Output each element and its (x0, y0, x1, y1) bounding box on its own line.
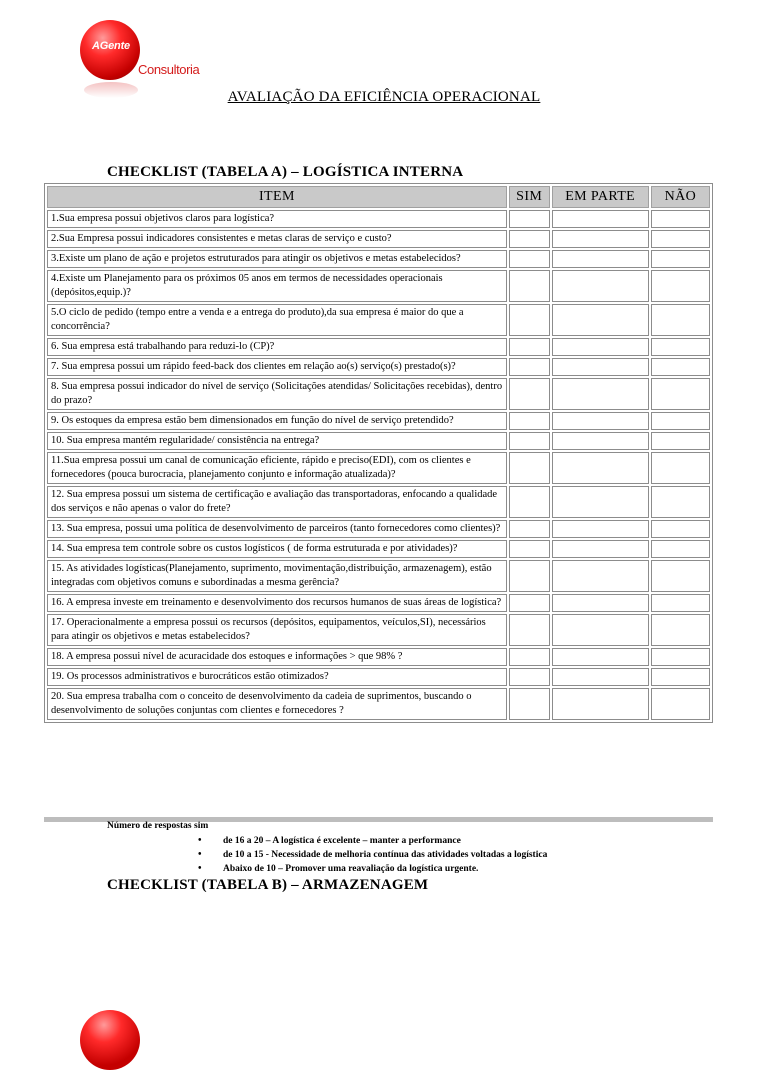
answer-sim-cell[interactable] (509, 540, 550, 558)
answer-nao-cell[interactable] (651, 452, 710, 484)
answer-nao-cell[interactable] (651, 520, 710, 538)
table-row (47, 338, 710, 356)
answer-sim-cell[interactable] (509, 358, 550, 376)
answer-em-parte-cell[interactable] (552, 412, 649, 430)
next-page-logo-sphere (80, 1010, 140, 1070)
question-text: 4.Existe um Planejamento para os próximos 05 anos em termos de necessidades operacionais (depósitos,equip.)? (47, 270, 507, 302)
answer-sim-cell[interactable] (509, 614, 550, 646)
answer-nao-cell[interactable] (651, 668, 710, 686)
question-text: 13. Sua empresa, possui uma política de desenvolvimento de parceiros (tanto fornecedores como clientes)? (47, 520, 507, 538)
table-row (47, 378, 710, 410)
table-row (47, 432, 710, 450)
answer-em-parte-cell[interactable] (552, 338, 649, 356)
answer-em-parte-cell[interactable] (552, 304, 649, 336)
table-row (47, 250, 710, 268)
table-row (47, 668, 710, 686)
answer-nao-cell[interactable] (651, 378, 710, 410)
answer-nao-cell[interactable] (651, 338, 710, 356)
answer-nao-cell[interactable] (651, 358, 710, 376)
list-item (198, 862, 547, 876)
question-text: 11.Sua empresa possui um canal de comunicação eficiente, rápido e preciso(EDI), com os clientes e fornecedores (pouca burocracia, planejamento conjunto e informação atualizada)? (47, 452, 507, 484)
table-row (47, 540, 710, 558)
question-text: 15. As atividades logísticas(Planejamento, suprimento, movimentação,distribuição, armazenagem), estão integradas com objetivos comuns e subordinadas a mesma gerência? (47, 560, 507, 592)
answer-sim-cell[interactable] (509, 412, 550, 430)
answer-em-parte-cell[interactable] (552, 540, 649, 558)
document-title: AVALIAÇÃO DA EFICIÊNCIA OPERACIONAL (227, 89, 541, 105)
question-text: 5.O ciclo de pedido (tempo entre a venda e a entrega do produto),da sua empresa é maior do que a concorrência? (47, 304, 507, 336)
table-row (47, 270, 710, 302)
answer-sim-cell[interactable] (509, 486, 550, 518)
table-row (47, 560, 710, 592)
answer-sim-cell[interactable] (509, 560, 550, 592)
scoring-item-text: Abaixo de 10 – Promover uma reavaliação da logística urgente. (223, 864, 479, 874)
column-header-item: ITEM (47, 186, 507, 208)
answer-em-parte-cell[interactable] (552, 668, 649, 686)
answer-nao-cell[interactable] (651, 614, 710, 646)
answer-em-parte-cell[interactable] (552, 452, 649, 484)
question-text: 8. Sua empresa possui indicador do nível de serviço (Solicitações atendidas/ Solicitações recebidas), dentro do prazo? (47, 378, 507, 410)
answer-sim-cell[interactable] (509, 668, 550, 686)
section-b-heading: CHECKLIST (TABELA B) – ARMAZENAGEM (107, 877, 429, 893)
answer-nao-cell[interactable] (651, 210, 710, 228)
question-text: 2.Sua Empresa possui indicadores consistentes e metas claras de serviço e custo? (47, 230, 507, 248)
answer-nao-cell[interactable] (651, 560, 710, 592)
answer-em-parte-cell[interactable] (552, 270, 649, 302)
answer-sim-cell[interactable] (509, 210, 550, 228)
answer-sim-cell[interactable] (509, 452, 550, 484)
table-header-row (47, 186, 710, 208)
bullet-icon: • (198, 863, 202, 874)
question-text: 10. Sua empresa mantém regularidade/ consistência na entrega? (47, 432, 507, 450)
answer-em-parte-cell[interactable] (552, 648, 649, 666)
table-row (47, 412, 710, 430)
answer-nao-cell[interactable] (651, 230, 710, 248)
answer-em-parte-cell[interactable] (552, 688, 649, 720)
answer-sim-cell[interactable] (509, 338, 550, 356)
scoring-item-text: de 16 a 20 – A logística é excelente – manter a performance (223, 836, 461, 846)
table-row (47, 230, 710, 248)
list-item (198, 848, 547, 862)
answer-sim-cell[interactable] (509, 594, 550, 612)
logo-brand-text: Consultoria (138, 62, 200, 77)
table-row (47, 304, 710, 336)
question-text: 12. Sua empresa possui um sistema de certificação e avaliação das transportadoras, enfocando a qualidade dos serviços e não apenas o valor do frete? (47, 486, 507, 518)
answer-em-parte-cell[interactable] (552, 358, 649, 376)
table-row (47, 614, 710, 646)
answer-em-parte-cell[interactable] (552, 520, 649, 538)
bullet-icon: • (198, 849, 202, 860)
bullet-icon: • (198, 835, 202, 846)
answer-sim-cell[interactable] (509, 688, 550, 720)
answer-em-parte-cell[interactable] (552, 378, 649, 410)
answer-em-parte-cell[interactable] (552, 230, 649, 248)
question-text: 19. Os processos administrativos e burocráticos estão otimizados? (47, 668, 507, 686)
answer-em-parte-cell[interactable] (552, 250, 649, 268)
answer-nao-cell[interactable] (651, 270, 710, 302)
answer-em-parte-cell[interactable] (552, 614, 649, 646)
table-row (47, 358, 710, 376)
table-row (47, 210, 710, 228)
column-header-nao: NÃO (651, 186, 710, 208)
column-header-em-parte: EM PARTE (552, 186, 649, 208)
section-a-heading: CHECKLIST (TABELA A) – LOGÍSTICA INTERNA (107, 164, 464, 180)
answer-em-parte-cell[interactable] (552, 486, 649, 518)
list-item (198, 834, 547, 848)
answer-nao-cell[interactable] (651, 648, 710, 666)
answer-sim-cell[interactable] (509, 230, 550, 248)
question-text: 3.Existe um plano de ação e projetos estruturados para atingir os objetivos e metas estabelecidos? (47, 250, 507, 268)
answer-nao-cell[interactable] (651, 688, 710, 720)
scoring-title: Número de respostas sim (107, 821, 209, 831)
answer-nao-cell[interactable] (651, 250, 710, 268)
answer-nao-cell[interactable] (651, 412, 710, 430)
answer-em-parte-cell[interactable] (552, 210, 649, 228)
answer-nao-cell[interactable] (651, 540, 710, 558)
answer-em-parte-cell[interactable] (552, 560, 649, 592)
table-row (47, 486, 710, 518)
table-row (47, 594, 710, 612)
column-header-sim: SIM (509, 186, 550, 208)
table-row (47, 648, 710, 666)
checklist-table-a (44, 183, 713, 723)
answer-sim-cell[interactable] (509, 250, 550, 268)
table-row (47, 688, 710, 720)
question-text: 9. Os estoques da empresa estão bem dimensionados em função do nível de serviço pretendido? (47, 412, 507, 430)
answer-nao-cell[interactable] (651, 432, 710, 450)
logo-sphere-text: AGente (92, 40, 130, 52)
answer-sim-cell[interactable] (509, 270, 550, 302)
answer-nao-cell[interactable] (651, 304, 710, 336)
question-text: 18. A empresa possui nível de acuracidade dos estoques e informações > que 98% ? (47, 648, 507, 666)
answer-nao-cell[interactable] (651, 486, 710, 518)
table-row (47, 452, 710, 484)
answer-sim-cell[interactable] (509, 432, 550, 450)
question-text: 7. Sua empresa possui um rápido feed-back dos clientes em relação ao(s) serviço(s) prestado(s)? (47, 358, 507, 376)
answer-em-parte-cell[interactable] (552, 594, 649, 612)
question-text: 20. Sua empresa trabalha com o conceito de desenvolvimento da cadeia de suprimentos, buscando o desenvolvimento de soluções conjuntas com clientes e fornecedores ? (47, 688, 507, 720)
answer-sim-cell[interactable] (509, 304, 550, 336)
answer-sim-cell[interactable] (509, 378, 550, 410)
scoring-list (198, 834, 547, 876)
question-text: 16. A empresa investe em treinamento e desenvolvimento dos recursos humanos de suas áreas de logística? (47, 594, 507, 612)
question-text: 17. Operacionalmente a empresa possui os recursos (depósitos, equipamentos, veículos,SI), necessários para atingir os objetivos e metas estabelecidos? (47, 614, 507, 646)
answer-nao-cell[interactable] (651, 594, 710, 612)
question-text: 1.Sua empresa possui objetivos claros para logística? (47, 210, 507, 228)
scoring-item-text: de 10 a 15 - Necessidade de melhoria contínua das atividades voltadas a logística (223, 850, 548, 860)
answer-sim-cell[interactable] (509, 520, 550, 538)
company-logo (78, 20, 198, 100)
table-row (47, 520, 710, 538)
answer-sim-cell[interactable] (509, 648, 550, 666)
question-text: 6. Sua empresa está trabalhando para reduzi-lo (CP)? (47, 338, 507, 356)
answer-em-parte-cell[interactable] (552, 432, 649, 450)
question-text: 14. Sua empresa tem controle sobre os custos logísticos ( de forma estruturada e por atividades)? (47, 540, 507, 558)
